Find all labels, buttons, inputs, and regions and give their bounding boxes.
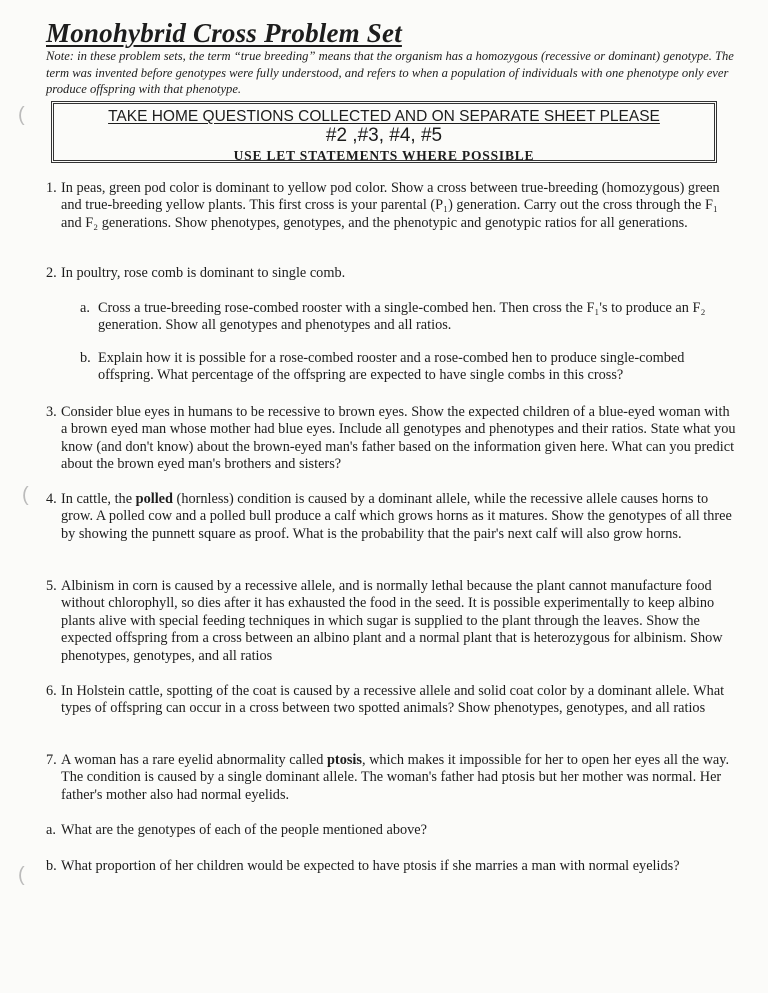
question-text [46, 752, 736, 804]
question-text: What proportion of her children would be expected to have ptosis if she marries a man with normal eyelids? [61, 858, 680, 874]
question-text: Albinism in corn is caused by a recessive allele, and is normally lethal because the plant cannot manufacture food without chlorophyll, so dies after it has exhausted the food in the seed. It is possible experimentally to keep albino plants alive with special feeding techniques in which sugar is supplied to the plant through the leaves. Show the expected offspring from a cross between an albino plant and a normal plant that is heterozygous for albinism. Show phenotypes, genotypes, and all ratios [61, 578, 723, 664]
question-7b [46, 858, 736, 875]
question-7a [46, 822, 736, 839]
page-title: Monohybrid Cross Problem Set [46, 18, 402, 48]
question-text: Consider blue eyes in humans to be recessive to brown eyes. Show the expected children of a blue-eyed woman with a brown eyed man whose mother had blue eyes. Include all genotypes and phenotypes and their ratios. State what you know (and don't know) about the brown-eyed man's father based on the information given here. What can you predict about the brown eyed man's brothers and sisters? [61, 404, 736, 473]
question-text [46, 491, 736, 543]
question-2b [80, 350, 730, 385]
question-text: What are the genotypes of each of the people mentioned above? [61, 822, 428, 838]
box-line-collection: TAKE HOME QUESTIONS COLLECTED AND ON SEPARATE SHEET PLEASE [108, 108, 660, 125]
question-3 [46, 404, 736, 474]
margin-mark: ( [18, 864, 25, 886]
question-text: Explain how it is possible for a rose-combed rooster and a rose-combed hen to produce single-combed offspring. What percentage of the offspring are expected to have single combs in this cross? [98, 350, 685, 384]
definition-note: Note: in these problem sets, the term “true breeding” means that the organism has a homozygous (recessive or dominant) genotype. The term was invented before genotypes were fully understood, and refers to when a population of individuals with one phenotype only ever produce offspring with that phenotype. [46, 49, 734, 97]
question-number: 4. [46, 491, 57, 507]
box-line-let-statements: USE LET STATEMENTS WHERE POSSIBLE [233, 148, 535, 163]
text-part: A woman has a rare eyelid abnormality called [61, 752, 327, 768]
instructions-box [51, 101, 717, 163]
question-2a [80, 300, 730, 335]
question-letter: b. [46, 858, 57, 874]
question-letter: b. [80, 350, 91, 366]
question-2 [46, 265, 736, 282]
question-text: Cross a true-breeding rose-combed rooster with a single-combed hen. Then cross the F₁'s to produce an F₂ generation. Show all genotypes and phenotypes and all ratios. [98, 300, 706, 334]
question-number: 1. [46, 180, 57, 196]
text-part: (hornless) condition is caused by a dominant allele, while the recessive allele causes horns to grow. A polled cow and a polled bull produce a calf which grows horns as it matures. Show the genotypes of all three by showing the punnett square as proof. What is the probability that the pair's next calf will also grow horns. [61, 491, 732, 542]
question-number: 3. [46, 404, 57, 420]
question-number: 6. [46, 683, 57, 699]
question-4 [46, 491, 736, 543]
box-line-questions: #2 ,#3, #4, #5 [325, 125, 443, 146]
margin-mark: ( [18, 104, 25, 126]
question-text: In peas, green pod color is dominant to yellow pod color. Show a cross between true-breeding (homozygous) green and true-breeding yellow plants. This first cross is your parental (P₁) generation. Carry out the cross through the F₁ and F₂ generations. Show phenotypes, genotypes, and the phenotypic and genotypic ratios for all generations. [61, 180, 720, 231]
question-number: 5. [46, 578, 57, 594]
question-6 [46, 683, 736, 718]
term-ptosis: ptosis [326, 752, 362, 768]
question-5 [46, 578, 736, 665]
margin-mark: ( [22, 484, 29, 506]
question-text: In Holstein cattle, spotting of the coat is caused by a recessive allele and solid coat color by a dominant allele. What types of offspring can occur in a cross between two spotted animals? Show phenotypes, genotypes, and all ratios [61, 683, 725, 717]
text-part: In cattle, the [61, 491, 136, 507]
term-polled: polled [135, 491, 173, 507]
question-number: 2. [46, 265, 57, 281]
question-letter: a. [46, 822, 56, 838]
question-text: In poultry, rose comb is dominant to single comb. [61, 265, 346, 281]
question-number: 7. [46, 752, 57, 768]
question-7 [46, 752, 736, 804]
text-part: , which makes it impossible for her to open her eyes all the way. The condition is caused by a single dominant allele. The woman's father had ptosis but her mother was normal. Her father's mother also had normal eyelids. [61, 752, 730, 803]
question-letter: a. [80, 300, 90, 316]
question-1 [46, 180, 736, 232]
